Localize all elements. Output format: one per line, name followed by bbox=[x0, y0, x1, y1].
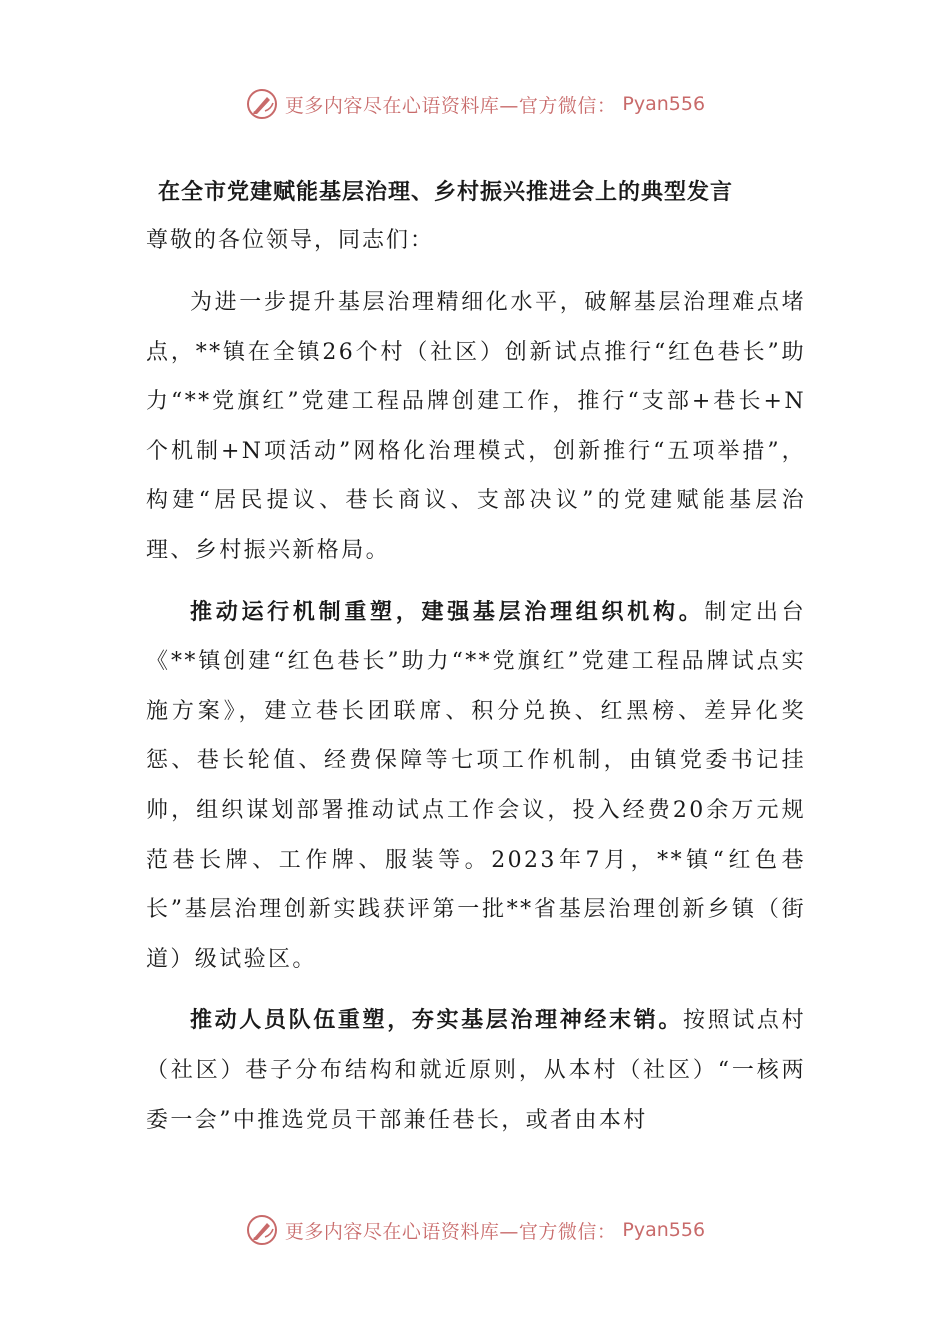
pen-logo-icon bbox=[245, 87, 279, 121]
watermark-text: 更多内容尽在心语资料库—官方微信： bbox=[284, 94, 617, 117]
paragraph-mechanism bbox=[146, 588, 806, 985]
watermark-wechat-id: Pyan556 bbox=[622, 93, 706, 115]
watermark-footer bbox=[0, 1210, 950, 1250]
watermark-text: 更多内容尽在心语资料库—官方微信： bbox=[284, 1220, 617, 1243]
paragraph-intro bbox=[146, 278, 806, 576]
paragraph-heading: 推动人员队伍重塑，夯实基层治理神经末销。 bbox=[190, 1007, 683, 1034]
paragraph-personnel bbox=[146, 996, 806, 1145]
document-body bbox=[146, 168, 806, 1145]
paragraph-text: 按照试点村（社区）巷子分布结构和就近原则，从本村（社区）“一核两委一会”中推选党员干部兼任巷长，或者由本村 bbox=[146, 1008, 806, 1133]
paragraph-text: 为进一步提升基层治理精细化水平，破解基层治理难点堵点，**镇在全镇26个村（社区）创新试点推行“红色巷长”助力“**党旗红”党建工程品牌创建工作，推行“支部+巷长+N个机制+N项活动”网格化治理模式，创新推行“五项举措”，构建“居民提议、巷长商议、支部决议”的党建赋能基层治理、乡村振兴新格局。 bbox=[146, 290, 806, 563]
paragraph-text: 制定出台《**镇创建“红色巷长”助力“**党旗红”党建工程品牌试点实施方案》，建立巷长团联席、积分兑换、红黑榜、差异化奖惩、巷长轮值、经费保障等七项工作机制，由镇党委书记挂帅，组织谋划部署推动试点工作会议，投入经费20余万元规范巷长牌、工作牌、服装等。2023年7月，**镇“红色巷长”基层治理创新实践获评第一批**省基层治理创新乡镇（街道）级试验区。 bbox=[146, 599, 806, 972]
watermark-wechat-id: Pyan556 bbox=[622, 1219, 706, 1241]
pen-logo-icon bbox=[245, 1213, 279, 1247]
watermark-header bbox=[0, 84, 950, 124]
salutation: 尊敬的各位领导，同志们： bbox=[146, 228, 435, 253]
document-title: 在全市党建赋能基层治理、乡村振兴推进会上的典型发言 bbox=[158, 179, 734, 205]
paragraph-heading: 推动运行机制重塑，建强基层治理组织机构。 bbox=[190, 598, 705, 625]
